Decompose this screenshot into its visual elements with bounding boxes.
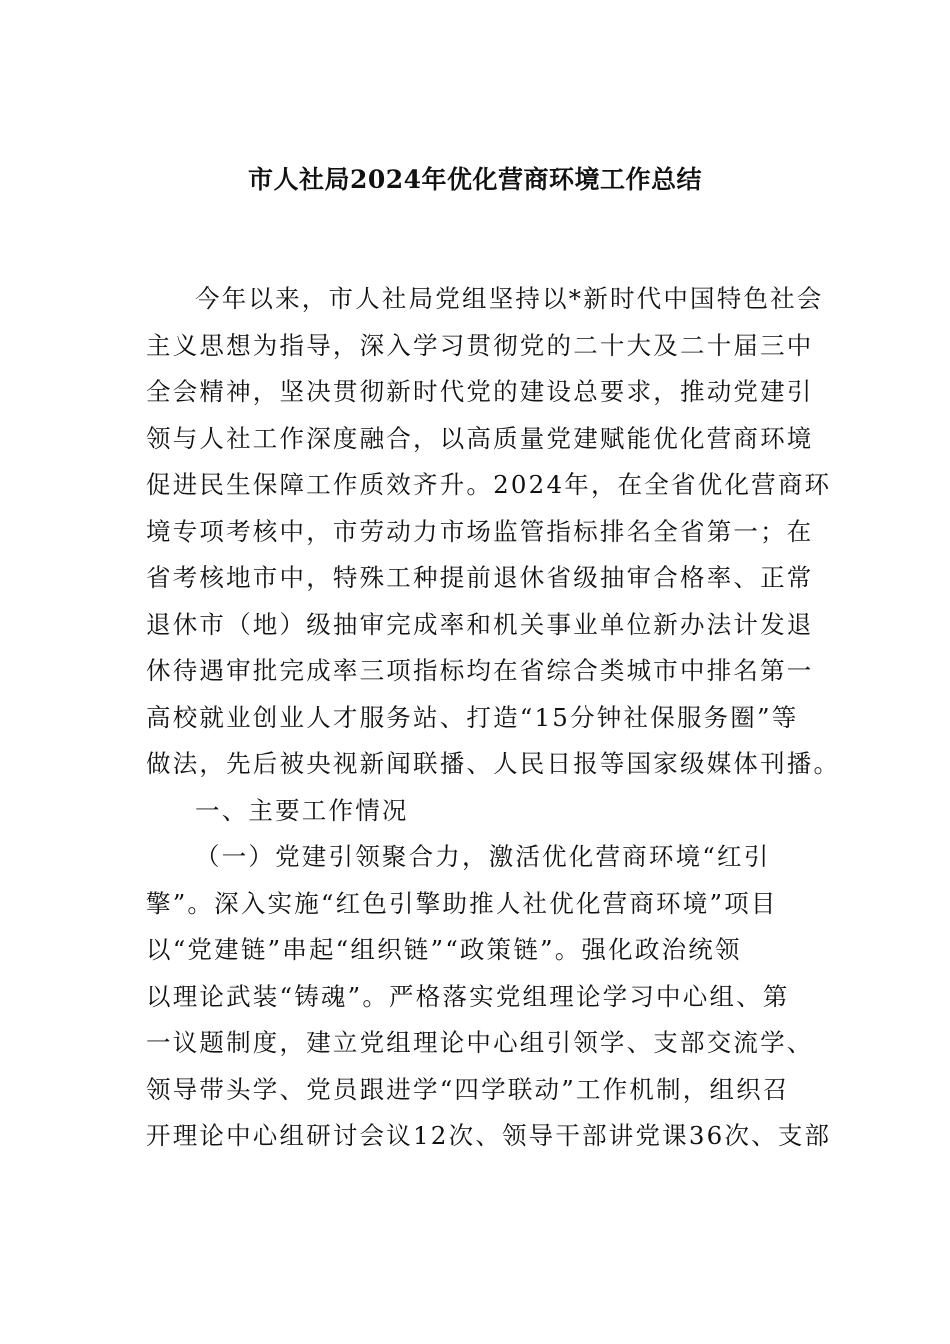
document-body (146, 276, 841, 1160)
paragraph-line: 全会精神，坚决贯彻新时代党的建设总要求，推动党建引 (146, 377, 814, 406)
paragraph-line: 休待遇审批完成率三项指标均在省综合类城市中排名第一 (146, 656, 814, 685)
paragraph-line: 主义思想为指导，深入学习贯彻党的二十大及二十届三中 (146, 330, 814, 360)
paragraph-line: 擎”。深入实施“红色引擎助推人社优化营商环境”项目 (146, 888, 778, 918)
paragraph-line: 一议题制度，建立党组理论中心组引领学、支部交流学、 (146, 1028, 814, 1057)
subsection-heading-line: （一）党建引领聚合力，激活优化营商环境“红引 (195, 842, 771, 871)
paragraph-line: 做法，先后被央视新闻联播、人民日报等国家级媒体刊播。 (146, 749, 841, 778)
section-heading: 一、主要工作情况 (195, 795, 409, 825)
paragraph-line: 开理论中心组研讨会议12次、领导干部讲党课36次、支部 (146, 1121, 832, 1150)
paragraph-line: 省考核地市中，特殊工种提前退休省级抽审合格率、正常 (146, 563, 814, 592)
paragraph-line: 促进民生保障工作质效齐升。2024年，在全省优化营商环 (146, 470, 832, 499)
paragraph-line: 高校就业创业人才服务站、打造“15分钟社保服务圈”等 (146, 702, 799, 732)
paragraph-line: 退休市（地）级抽审完成率和机关事业单位新办法计发退 (146, 609, 814, 639)
paragraph-line: 今年以来，市人社局党组坚持以*新时代中国特色社会 (195, 284, 824, 313)
paragraph-line: 境专项考核中，市劳动力市场监管指标排名全省第一；在 (146, 516, 814, 546)
paragraph-line: 领与人社工作深度融合，以高质量党建赋能优化营商环境 (146, 423, 814, 453)
paragraph-line: 以理论武装“铸魂”。严格落实党组理论学习中心组、第 (146, 981, 790, 1011)
paragraph-line: 领导带头学、党员跟进学“四学联动”工作机制，组织召 (146, 1074, 790, 1104)
document-title: 市人社局2024年优化营商环境工作总结 (247, 165, 703, 194)
paragraph-line: 以“党建链”串起“组织链”“政策链”。强化政治统领 (146, 935, 742, 964)
